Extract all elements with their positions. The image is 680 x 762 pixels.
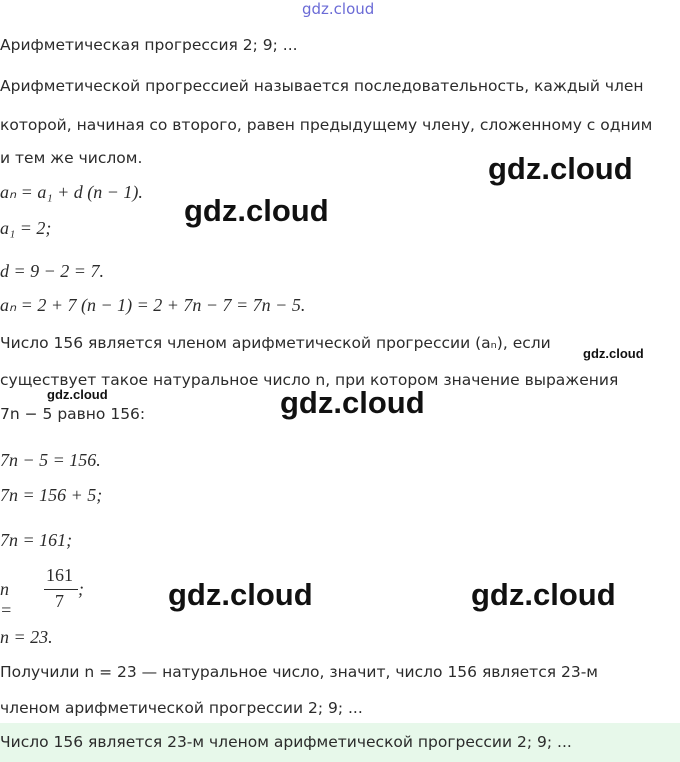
- definition-line-3: и тем же числом.: [0, 149, 143, 167]
- step-1: 7n − 5 = 156.: [0, 450, 101, 470]
- watermark-1: gdz.cloud: [488, 151, 633, 186]
- watermark-6: gdz.cloud: [168, 577, 313, 612]
- conclusion-line-1: Получили n = 23 — натуральное число, значит, число 156 является 23-м: [0, 663, 598, 681]
- condition-line-3: 7n − 5 равно 156:: [0, 405, 146, 423]
- condition-line-1: Число 156 является членом арифметической прогрессии (aₙ), если: [0, 334, 551, 352]
- answer-box: Число 156 является 23-м членом арифметической прогрессии 2; 9; ...: [0, 723, 680, 762]
- watermark-4: gdz.cloud: [47, 387, 108, 402]
- fraction-denominator: 7: [55, 591, 64, 611]
- fraction-bar: [44, 589, 78, 590]
- fraction-tail: ;: [78, 579, 84, 599]
- watermark-5: gdz.cloud: [280, 385, 425, 420]
- step-2: 7n = 156 + 5;: [0, 485, 103, 505]
- condition-line-2: существует такое натуральное число n, при котором значение выражения: [0, 371, 619, 389]
- conclusion-line-2: членом арифметической прогрессии 2; 9; ...: [0, 699, 363, 717]
- definition-line-2: которой, начиная со второго, равен предыдущему члену, сложенному с одним: [0, 116, 653, 134]
- header-watermark: gdz.cloud: [302, 0, 375, 18]
- fraction-lhs: n =: [0, 579, 13, 620]
- formula-general: aₙ = a₁ + d (n − 1).: [0, 182, 143, 202]
- step-3: 7n = 161;: [0, 530, 73, 550]
- watermark-3: gdz.cloud: [583, 346, 644, 361]
- fraction-numerator: 161: [46, 565, 73, 585]
- formula-d: d = 9 − 2 = 7.: [0, 261, 104, 281]
- step-5: n = 23.: [0, 627, 53, 647]
- formula-a1: a₁ = 2;: [0, 218, 52, 238]
- watermark-2: gdz.cloud: [184, 193, 329, 228]
- formula-an: aₙ = 2 + 7 (n − 1) = 2 + 7n − 7 = 7n − 5.: [0, 295, 306, 315]
- watermark-7: gdz.cloud: [471, 577, 616, 612]
- heading: Арифметическая прогрессия 2; 9; ...: [0, 36, 298, 54]
- definition-line-1: Арифметической прогрессией называется последовательность, каждый член: [0, 77, 644, 95]
